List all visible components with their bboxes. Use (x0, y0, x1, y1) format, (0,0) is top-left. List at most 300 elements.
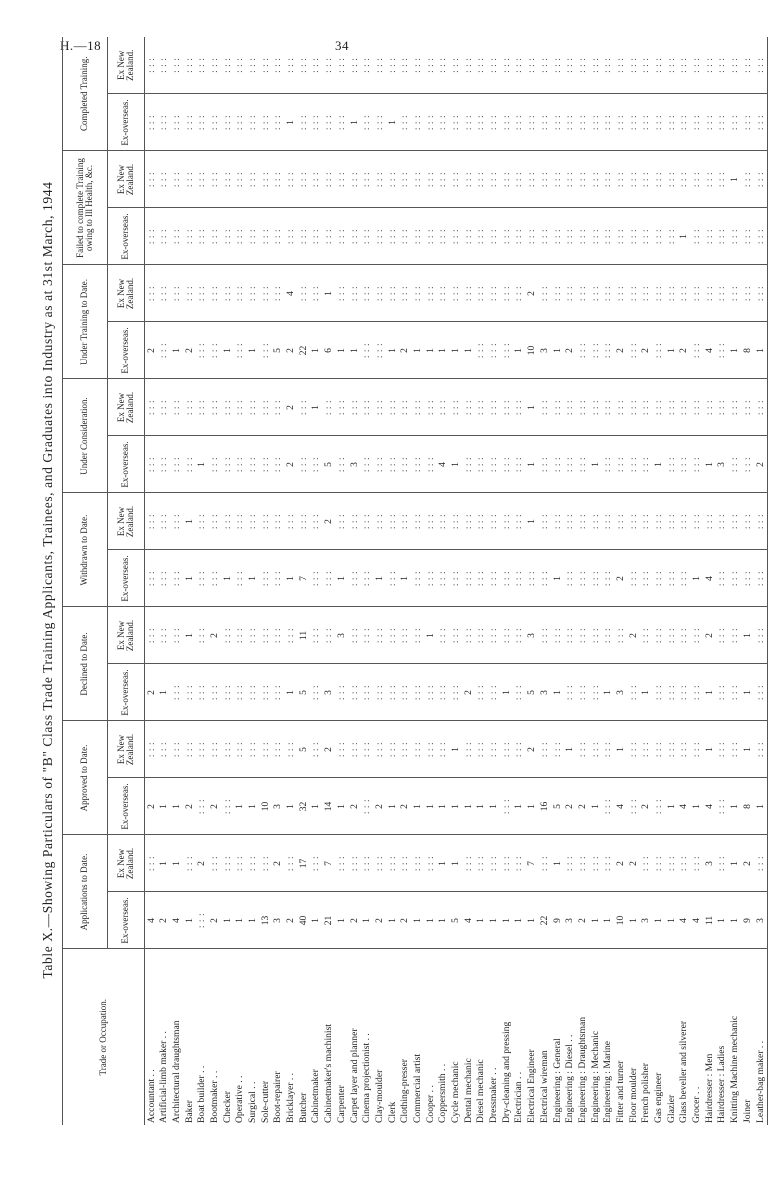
table-row (158, 37, 171, 1125)
occupation-cell: Floor moulder (627, 1067, 639, 1123)
value-cell: : : : (665, 379, 678, 436)
value-cell: : : : (488, 664, 501, 721)
value-cell: : : : (323, 94, 336, 151)
value-cell: : : : (310, 37, 323, 94)
group-header: Under Training to Date. (63, 265, 108, 379)
value-cell: : : : (538, 835, 551, 892)
value-cell: 2 (145, 322, 158, 379)
value-cell: 6 (323, 322, 336, 379)
value-cell: : : : (323, 208, 336, 265)
value-cell: : : : (335, 94, 348, 151)
value-cell: 1 (691, 778, 704, 835)
rotated-table-page (40, 35, 766, 1125)
value-cell: : : : (653, 607, 666, 664)
occupation-cell: Commercial artist (411, 1053, 423, 1123)
value-cell: 1 (424, 607, 437, 664)
value-cell: : : : (323, 607, 336, 664)
value-cell: : : : (602, 94, 615, 151)
value-cell: 2 (323, 721, 336, 778)
value-cell: 1 (741, 664, 754, 721)
value-cell: : : : (488, 94, 501, 151)
value-cell: : : : (411, 835, 424, 892)
value-cell: 1 (323, 265, 336, 322)
value-cell: 1 (424, 322, 437, 379)
value-cell: : : : (411, 151, 424, 208)
value-cell: : : : (703, 265, 716, 322)
value-cell: 7 (323, 835, 336, 892)
value-cell: : : : (196, 94, 209, 151)
value-cell: : : : (564, 835, 577, 892)
value-cell: 1 (437, 778, 450, 835)
value-cell: : : : (729, 493, 742, 550)
value-cell: : : : (437, 37, 450, 94)
group-header: Approved to Date. (63, 721, 108, 835)
value-cell: : : : (285, 835, 298, 892)
value-cell: : : : (475, 436, 488, 493)
value-cell: : : : (754, 607, 767, 664)
value-cell: : : : (678, 379, 691, 436)
ex-overseas-header: Ex-overseas. (108, 322, 145, 379)
value-cell: 1 (500, 664, 513, 721)
value-cell: : : : (488, 493, 501, 550)
value-cell: : : : (259, 322, 272, 379)
value-cell: 1 (183, 493, 196, 550)
value-cell: 16 (538, 778, 551, 835)
value-cell: : : : (424, 379, 437, 436)
table-row (297, 37, 310, 1125)
value-cell: : : : (450, 607, 463, 664)
value-cell: : : : (576, 493, 589, 550)
value-cell: 2 (526, 721, 539, 778)
value-cell: : : : (589, 322, 602, 379)
table-row (272, 37, 285, 1125)
ex-new-zealand-header: Ex New Zealand. (108, 493, 145, 550)
value-cell: : : : (297, 436, 310, 493)
value-cell: 1 (551, 322, 564, 379)
value-cell: : : : (564, 379, 577, 436)
value-cell: : : : (729, 37, 742, 94)
value-cell: 1 (526, 778, 539, 835)
occupation-cell: French polisher (640, 1063, 652, 1123)
value-cell: 1 (348, 94, 361, 151)
value-cell: : : : (411, 37, 424, 94)
value-cell: : : : (411, 664, 424, 721)
value-cell: 2 (285, 436, 298, 493)
group-header: Declined to Date. (63, 607, 108, 721)
value-cell: : : : (640, 493, 653, 550)
value-cell: : : : (488, 322, 501, 379)
value-cell: : : : (602, 607, 615, 664)
value-cell: : : : (297, 265, 310, 322)
value-cell: : : : (627, 208, 640, 265)
value-cell: : : : (500, 379, 513, 436)
column-group-header-row (63, 37, 108, 1125)
value-cell: : : : (411, 493, 424, 550)
ex-new-zealand-header: Ex New Zealand. (108, 37, 145, 94)
value-cell: : : : (564, 208, 577, 265)
value-cell: : : : (234, 265, 247, 322)
value-cell: 17 (297, 835, 310, 892)
value-cell: : : : (196, 322, 209, 379)
value-cell: : : : (678, 151, 691, 208)
value-cell: : : : (513, 721, 526, 778)
value-cell: : : : (450, 379, 463, 436)
occupation-cell: Electrician . . (513, 1071, 525, 1123)
value-cell: : : : (196, 778, 209, 835)
value-cell: 2 (526, 265, 539, 322)
value-cell: 1 (411, 322, 424, 379)
value-cell: 1 (551, 835, 564, 892)
value-cell: : : : (373, 265, 386, 322)
value-cell: : : : (691, 37, 704, 94)
table-row (310, 37, 323, 1125)
occupation-cell: Cabinetmaker's machinist (323, 1024, 335, 1123)
value-cell: : : : (640, 94, 653, 151)
value-cell: : : : (208, 664, 221, 721)
value-cell: : : : (285, 208, 298, 265)
value-cell: : : : (145, 265, 158, 322)
table-row (602, 37, 615, 1125)
value-cell: : : : (614, 151, 627, 208)
value-cell: : : : (335, 151, 348, 208)
value-cell: : : : (640, 379, 653, 436)
value-cell: : : : (488, 607, 501, 664)
value-cell: : : : (691, 265, 704, 322)
value-cell: : : : (234, 550, 247, 607)
value-cell: : : : (614, 379, 627, 436)
value-cell: 2 (614, 550, 627, 607)
table-row (488, 37, 501, 1125)
value-cell: : : : (627, 94, 640, 151)
value-cell: : : : (691, 94, 704, 151)
value-cell: : : : (729, 607, 742, 664)
value-cell: : : : (437, 550, 450, 607)
value-cell: : : : (488, 265, 501, 322)
value-cell: 4 (285, 265, 298, 322)
occupation-cell: Leather-bag maker . . (754, 1040, 766, 1123)
value-cell: 1 (450, 778, 463, 835)
value-cell: : : : (424, 94, 437, 151)
value-cell: : : : (234, 721, 247, 778)
value-cell: : : : (399, 436, 412, 493)
occupation-cell: Clerk (386, 1101, 398, 1123)
value-cell: : : : (538, 265, 551, 322)
value-cell: 1 (703, 664, 716, 721)
value-cell: 5 (450, 892, 463, 949)
value-cell: : : : (665, 94, 678, 151)
value-cell: 5 (297, 721, 310, 778)
value-cell: 1 (450, 436, 463, 493)
value-cell: : : : (475, 265, 488, 322)
value-cell: : : : (437, 607, 450, 664)
value-cell: 1 (310, 892, 323, 949)
value-cell: : : : (399, 265, 412, 322)
value-cell: : : : (653, 151, 666, 208)
value-cell: 1 (247, 550, 260, 607)
value-cell: : : : (589, 835, 602, 892)
value-cell: 7 (297, 550, 310, 607)
value-cell: : : : (145, 151, 158, 208)
value-cell: 1 (170, 835, 183, 892)
value-cell: : : : (247, 493, 260, 550)
value-cell: : : : (361, 265, 374, 322)
table-title: Table X.—Showing Particulars of "B" Class Trade Training Applicants, Trainees, and Graduates into Industry as at 31st March, 1944 (40, 181, 55, 979)
value-cell: : : : (247, 151, 260, 208)
value-cell: 2 (373, 778, 386, 835)
value-cell: : : : (653, 721, 666, 778)
value-cell: : : : (361, 664, 374, 721)
value-cell: : : : (475, 37, 488, 94)
value-cell: : : : (170, 664, 183, 721)
value-cell: : : : (475, 664, 488, 721)
value-cell: : : : (158, 721, 171, 778)
value-cell: 3 (323, 664, 336, 721)
value-cell: : : : (399, 94, 412, 151)
value-cell: 2 (373, 892, 386, 949)
value-cell: : : : (500, 550, 513, 607)
value-cell: : : : (424, 664, 437, 721)
value-cell: : : : (665, 664, 678, 721)
value-cell: : : : (564, 436, 577, 493)
occupation-cell: Baker (183, 1100, 195, 1123)
value-cell: 2 (348, 778, 361, 835)
value-cell: 3 (538, 322, 551, 379)
value-cell: 4 (678, 778, 691, 835)
value-cell: 1 (614, 721, 627, 778)
table-row (627, 37, 640, 1125)
value-cell: : : : (500, 37, 513, 94)
value-cell: : : : (729, 721, 742, 778)
value-cell: : : : (526, 208, 539, 265)
value-cell: 3 (703, 835, 716, 892)
value-cell: 9 (551, 892, 564, 949)
value-cell: : : : (703, 379, 716, 436)
table-row (538, 37, 551, 1125)
table-row (424, 37, 437, 1125)
value-cell: : : : (754, 265, 767, 322)
value-cell: : : : (500, 322, 513, 379)
value-cell: : : : (183, 94, 196, 151)
value-cell: : : : (158, 265, 171, 322)
value-cell: 1 (526, 493, 539, 550)
value-cell: : : : (564, 664, 577, 721)
value-cell: 2 (627, 607, 640, 664)
value-cell: : : : (145, 607, 158, 664)
table-row (335, 37, 348, 1125)
value-cell: : : : (589, 208, 602, 265)
value-cell: : : : (627, 550, 640, 607)
value-cell: : : : (538, 151, 551, 208)
value-cell: : : : (513, 607, 526, 664)
value-cell: : : : (348, 664, 361, 721)
value-cell: : : : (538, 493, 551, 550)
value-cell: : : : (500, 265, 513, 322)
value-cell: : : : (500, 151, 513, 208)
value-cell: : : : (272, 151, 285, 208)
occupation-cell: Carpenter (335, 1085, 347, 1123)
value-cell: : : : (272, 550, 285, 607)
value-cell: : : : (602, 208, 615, 265)
value-cell: : : : (170, 721, 183, 778)
value-cell: : : : (247, 208, 260, 265)
ex-new-zealand-header: Ex New Zealand. (108, 265, 145, 322)
value-cell: 4 (703, 778, 716, 835)
value-cell: 1 (589, 778, 602, 835)
value-cell: : : : (170, 436, 183, 493)
value-cell: : : : (602, 151, 615, 208)
occupation-cell: Engineering : Mechanic (589, 1030, 601, 1123)
trade-training-table (62, 37, 768, 1125)
value-cell: : : : (475, 208, 488, 265)
value-cell: : : : (259, 379, 272, 436)
value-cell: : : : (513, 208, 526, 265)
table-row (208, 37, 221, 1125)
value-cell: : : : (640, 835, 653, 892)
value-cell: : : : (551, 721, 564, 778)
group-header: Withdrawn to Date. (63, 493, 108, 607)
value-cell: 2 (323, 493, 336, 550)
value-cell: : : : (158, 379, 171, 436)
value-cell: : : : (373, 151, 386, 208)
value-cell: : : : (183, 151, 196, 208)
value-cell: 22 (297, 322, 310, 379)
value-cell: 2 (399, 322, 412, 379)
value-cell: : : : (310, 436, 323, 493)
value-cell: 1 (437, 322, 450, 379)
value-cell: : : : (424, 436, 437, 493)
value-cell: : : : (475, 550, 488, 607)
table-row (285, 37, 298, 1125)
value-cell: : : : (488, 379, 501, 436)
value-cell: : : : (399, 607, 412, 664)
value-cell: : : : (335, 379, 348, 436)
value-cell: : : : (741, 379, 754, 436)
value-cell: : : : (653, 778, 666, 835)
occupation-cell: Hairdresser : Ladies (716, 1045, 728, 1123)
value-cell: : : : (221, 835, 234, 892)
value-cell: : : : (602, 721, 615, 778)
value-cell: 1 (361, 892, 374, 949)
value-cell: : : : (589, 550, 602, 607)
value-cell: : : : (653, 379, 666, 436)
table-row (564, 37, 577, 1125)
value-cell: : : : (513, 835, 526, 892)
value-cell: 1 (716, 892, 729, 949)
value-cell: : : : (361, 94, 374, 151)
value-cell: : : : (310, 208, 323, 265)
occupation-cell: Knitting Machine mechanic (729, 1015, 741, 1123)
value-cell: : : : (348, 265, 361, 322)
value-cell: : : : (475, 607, 488, 664)
value-cell: : : : (437, 379, 450, 436)
value-cell: : : : (450, 265, 463, 322)
value-cell: 2 (741, 835, 754, 892)
value-cell: : : : (500, 208, 513, 265)
value-cell: : : : (208, 322, 221, 379)
value-cell: 4 (614, 778, 627, 835)
value-cell: : : : (614, 208, 627, 265)
table-row (259, 37, 272, 1125)
value-cell: : : : (551, 265, 564, 322)
table-body (145, 37, 768, 1125)
value-cell: : : : (716, 151, 729, 208)
value-cell: : : : (386, 265, 399, 322)
value-cell: 3 (272, 778, 285, 835)
value-cell: 21 (323, 892, 336, 949)
occupation-cell: Dry-cleaning and pressing (500, 1021, 512, 1123)
value-cell: : : : (361, 778, 374, 835)
value-cell: 2 (145, 778, 158, 835)
value-cell: : : : (627, 721, 640, 778)
value-cell: : : : (475, 94, 488, 151)
value-cell: : : : (399, 835, 412, 892)
page-header-left: H.—18 (60, 38, 102, 53)
value-cell: : : : (729, 265, 742, 322)
value-cell: : : : (399, 151, 412, 208)
value-cell: : : : (589, 94, 602, 151)
occupation-cell: Engineering : Marine (602, 1040, 614, 1123)
value-cell: 1 (665, 892, 678, 949)
value-cell: : : : (196, 607, 209, 664)
value-cell: : : : (272, 265, 285, 322)
value-cell: : : : (678, 550, 691, 607)
value-cell: : : : (716, 835, 729, 892)
table-row (221, 37, 234, 1125)
value-cell: : : : (234, 151, 247, 208)
value-cell: 2 (462, 664, 475, 721)
value-cell: 2 (208, 892, 221, 949)
group-header: Applications to Date. (63, 835, 108, 949)
value-cell: : : : (602, 37, 615, 94)
value-cell: 2 (158, 892, 171, 949)
value-cell: 5 (323, 436, 336, 493)
value-cell: : : : (208, 721, 221, 778)
value-cell: : : : (678, 94, 691, 151)
value-cell: : : : (716, 322, 729, 379)
value-cell: 1 (348, 322, 361, 379)
value-cell: 1 (729, 892, 742, 949)
value-cell: : : : (703, 37, 716, 94)
value-cell: : : : (589, 379, 602, 436)
value-cell: 2 (399, 892, 412, 949)
value-cell: : : : (627, 493, 640, 550)
value-cell: 1 (247, 892, 260, 949)
value-cell: : : : (488, 436, 501, 493)
table-row (247, 37, 260, 1125)
value-cell: : : : (386, 379, 399, 436)
group-header: Under Consideration. (63, 379, 108, 493)
value-cell: : : : (538, 550, 551, 607)
value-cell: : : : (716, 94, 729, 151)
value-cell: : : : (399, 208, 412, 265)
ex-overseas-header: Ex-overseas. (108, 664, 145, 721)
value-cell: : : : (462, 379, 475, 436)
value-cell: : : : (145, 37, 158, 94)
value-cell: : : : (399, 721, 412, 778)
value-cell: 11 (703, 892, 716, 949)
value-cell: : : : (564, 493, 577, 550)
value-cell: : : : (386, 208, 399, 265)
value-cell: : : : (589, 664, 602, 721)
value-cell: : : : (741, 265, 754, 322)
value-cell: : : : (488, 550, 501, 607)
occupation-cell: Engineering : Diesel . . (564, 1034, 576, 1123)
value-cell: 5 (297, 664, 310, 721)
value-cell: : : : (576, 436, 589, 493)
value-cell: : : : (640, 265, 653, 322)
value-cell: : : : (158, 493, 171, 550)
value-cell: 1 (196, 436, 209, 493)
